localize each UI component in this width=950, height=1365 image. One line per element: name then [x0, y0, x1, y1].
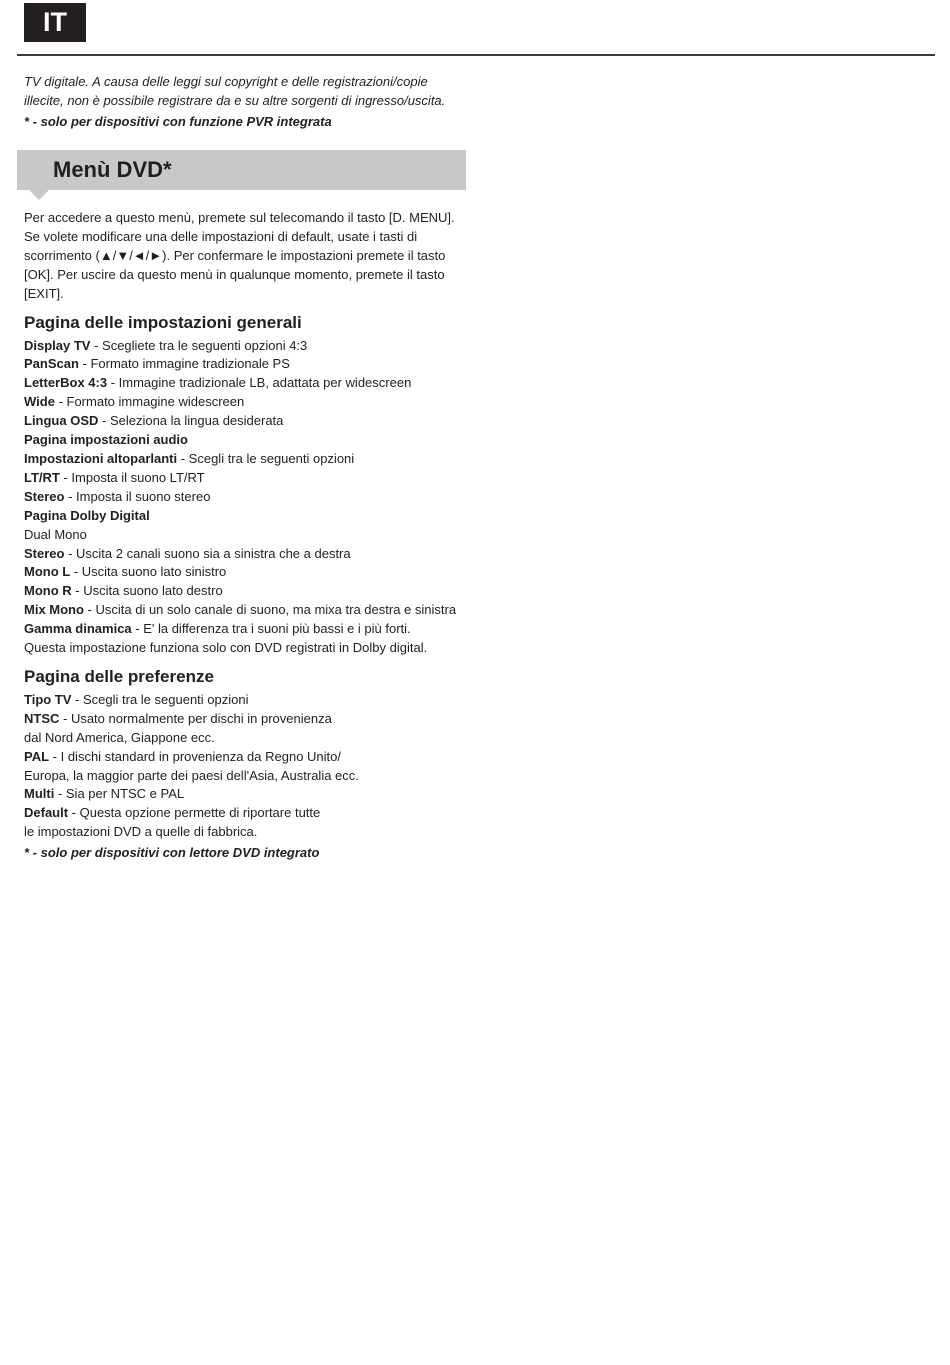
preferences-heading: Pagina delle preferenze [24, 666, 214, 686]
line-term: Display TV [24, 337, 91, 353]
main-content [24, 209, 469, 863]
preferences-list [24, 691, 469, 863]
settings-line [24, 374, 469, 393]
intro-line: TV digitale. A causa delle leggi sul copyright e delle registrazioni/copie [24, 74, 428, 89]
paragraph-line: Per accedere a questo menù, premete sul telecomando il tasto [D. MENU]. [24, 210, 455, 225]
settings-line [24, 450, 469, 469]
line-term: Pagina impostazioni audio [24, 432, 188, 448]
line-desc: - Scegliete tra le seguenti opzioni 4:3 [90, 337, 308, 353]
line-term: Pagina Dolby Digital [24, 507, 150, 523]
line-term: Mix Mono [24, 602, 84, 618]
line-desc: - E' la differenza tra i suoni più bassi e i più forti. [131, 621, 411, 637]
settings-line [24, 337, 469, 356]
settings-line [24, 563, 469, 582]
line-desc: - Uscita di un solo canale di suono, ma mixa tra destra e sinistra [83, 602, 457, 618]
settings-line [24, 393, 469, 412]
line-desc: - I dischi standard in provenienza da Regno Unito/ [49, 748, 341, 764]
line-term: Default [24, 805, 69, 821]
line-term: NTSC [24, 710, 60, 726]
preferences-line [24, 785, 469, 804]
line-term: Tipo TV [24, 691, 72, 707]
line-desc: - Uscita 2 canali suono sia a sinistra che a destra [64, 545, 351, 561]
settings-line [24, 545, 469, 564]
line-desc: - Uscita suono lato destro [71, 583, 223, 599]
line-desc: - Imposta il suono LT/RT [59, 469, 205, 485]
line-term: Impostazioni altoparlanti [24, 450, 178, 466]
line-desc: le impostazioni DVD a quelle di fabbrica. [24, 824, 258, 840]
settings-line [24, 526, 469, 545]
line-term: PanScan [24, 356, 79, 372]
line-desc: - Usato normalmente per dischi in provenienza [59, 710, 332, 726]
general-settings-list [24, 337, 469, 658]
settings-line [24, 582, 469, 601]
line-desc: - Uscita suono lato sinistro [70, 564, 227, 580]
section-bar-pointer [29, 190, 49, 200]
line-desc: - Formato immagine tradizionale PS [78, 356, 290, 372]
line-term: LetterBox 4:3 [24, 375, 108, 391]
intro-line: illecite, non è possibile registrare da e su altre sorgenti di ingresso/uscita. [24, 93, 446, 108]
paragraph-line: scorrimento (▲/▼/◄/►). Per confermare le impostazioni premete il tasto [24, 247, 446, 263]
settings-line [24, 488, 469, 507]
line-term: Wide [24, 394, 55, 410]
preferences-line [24, 804, 469, 823]
line-desc: - Sia per NTSC e PAL [54, 786, 185, 802]
dvd-footnote: * - solo per dispositivi con lettore DVD integrato [24, 845, 320, 861]
section-header-bar [17, 150, 466, 190]
line-term: Multi [24, 786, 55, 802]
line-term: Mono R [24, 583, 72, 599]
preferences-line [24, 729, 469, 748]
line-term: Lingua OSD [24, 413, 99, 429]
paragraph-line: [OK]. Per uscire da questo menù in qualunque momento, premete il tasto [24, 266, 445, 282]
preferences-line [24, 767, 469, 786]
line-term: Mono L [24, 564, 71, 580]
line-desc: - Questa opzione permette di riportare tutte [68, 805, 321, 821]
line-desc: Europa, la maggior parte dei paesi dell'Asia, Australia ecc. [24, 767, 359, 783]
preferences-line [24, 710, 469, 729]
header-divider [17, 54, 935, 56]
line-desc: - Scegli tra le seguenti opzioni [177, 450, 355, 466]
preferences-line [24, 691, 469, 710]
line-desc: - Seleziona la lingua desiderata [98, 413, 284, 429]
paragraph-line: [EXIT]. [24, 285, 64, 301]
settings-line [24, 412, 469, 431]
line-term: PAL [24, 748, 50, 764]
general-settings-heading: Pagina delle impostazioni generali [24, 312, 302, 332]
line-term: Stereo [24, 488, 65, 504]
line-desc: - Formato immagine widescreen [54, 394, 245, 410]
settings-line [24, 431, 469, 450]
line-desc: - Imposta il suono stereo [64, 488, 211, 504]
line-desc: dal Nord America, Giappone ecc. [24, 729, 215, 745]
line-desc: Dual Mono [24, 526, 87, 542]
line-desc: - Immagine tradizionale LB, adattata per widescreen [107, 375, 412, 391]
settings-line [24, 355, 469, 374]
intro-block [24, 72, 464, 131]
language-tab: IT [24, 3, 86, 42]
pvr-note: * - solo per dispositivi con funzione PVR integrata [24, 114, 332, 129]
section-title: Menù DVD* [53, 157, 172, 182]
line-term: Gamma dinamica [24, 621, 132, 637]
line-desc: Questa impostazione funziona solo con DVD registrati in Dolby digital. [24, 640, 428, 656]
settings-line [24, 639, 469, 658]
line-desc: - Scegli tra le seguenti opzioni [71, 691, 249, 707]
preferences-line [24, 748, 469, 767]
settings-line [24, 601, 469, 620]
dvd-menu-instructions [24, 209, 469, 304]
settings-line [24, 620, 469, 639]
preferences-line [24, 823, 469, 842]
paragraph-line: Se volete modificare una delle impostazioni di default, usate i tasti di [24, 228, 418, 244]
line-term: Stereo [24, 545, 65, 561]
settings-line [24, 507, 469, 526]
line-term: LT/RT [24, 469, 60, 485]
settings-line [24, 469, 469, 488]
